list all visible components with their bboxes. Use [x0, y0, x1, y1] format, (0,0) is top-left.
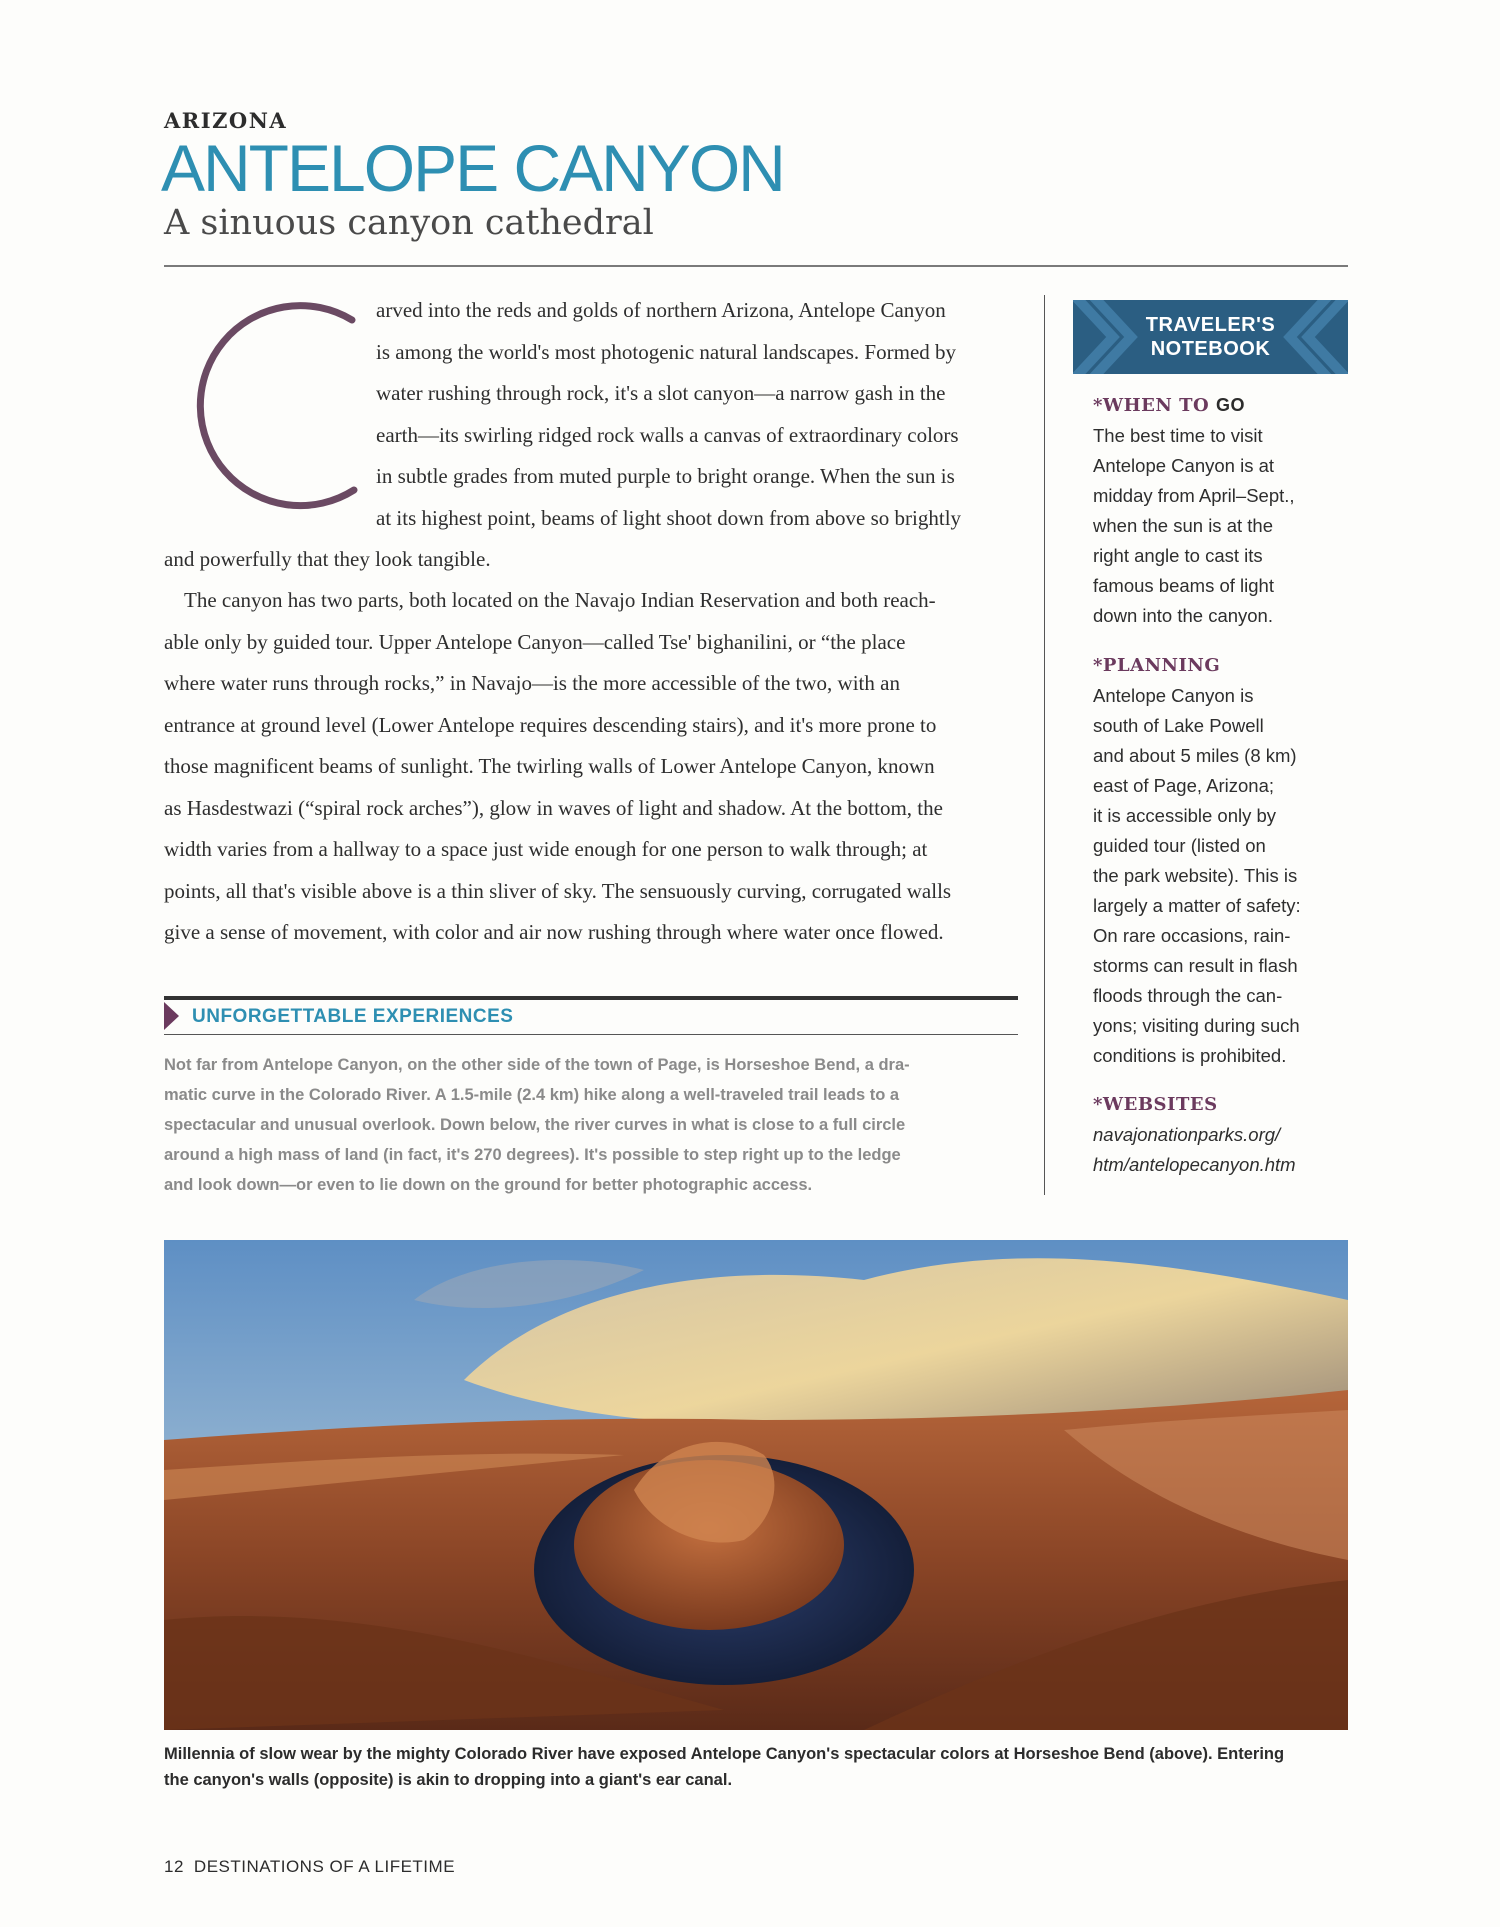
- when-line: down into the canyon.: [1093, 605, 1273, 626]
- planning-line: it is accessible only by: [1093, 805, 1277, 826]
- banner-line: NOTEBOOK: [1150, 338, 1271, 360]
- travelers-notebook-banner: [1073, 300, 1348, 374]
- when-heading: [1093, 390, 1353, 421]
- planning-line: storms can result in flash: [1093, 955, 1298, 976]
- planning-heading: *PLANNING: [1093, 655, 1221, 676]
- banner-title: [1073, 313, 1348, 361]
- sidebar-divider: [1044, 295, 1045, 1195]
- lead-line: arved into the reds and golds of northern Arizona, Antelope Canyon: [376, 298, 946, 322]
- paragraph-line: where water runs through rocks,” in Navajo—is the more accessible of the two, with an: [164, 671, 900, 695]
- paragraph-line: points, all that's visible above is a thin sliver of sky. The sensuously curving, corrugated walls: [164, 878, 952, 903]
- sidebar-websites-section: [1093, 1090, 1353, 1180]
- websites-body: [1093, 1120, 1353, 1180]
- paragraph-line: able only by guided tour. Upper Antelope Canyon—called Tse' bighanilini, or “the place: [164, 629, 906, 654]
- experiences-bottom-rule: [164, 1034, 1018, 1035]
- planning-body: [1093, 681, 1353, 1071]
- header-divider: [164, 265, 1348, 267]
- when-heading-go: GO: [1215, 395, 1245, 415]
- planning-line: east of Page, Arizona;: [1093, 775, 1275, 796]
- experiences-top-rule: [164, 996, 1018, 1000]
- publication-name: DESTINATIONS OF A LIFETIME: [193, 1857, 456, 1876]
- when-line: The best time to visit: [1093, 425, 1263, 446]
- lead-paragraph-end: and powerfully that they look tangible.: [164, 547, 491, 571]
- paragraph-line: as Hasdestwazi (“spiral rock arches”), glow in waves of light and shadow. At the bottom, the: [164, 795, 943, 820]
- websites-heading: *WEBSITES: [1093, 1094, 1218, 1115]
- landscape-image-icon: [164, 1240, 1348, 1730]
- lead-line: in subtle grades from muted purple to bright orange. When the sun is: [376, 464, 955, 488]
- planning-line: the park website). This is: [1093, 865, 1298, 886]
- paragraph-line: width varies from a hallway to a space just wide enough for one person to walk through; at: [164, 837, 928, 861]
- when-line: midday from April–Sept.,: [1093, 485, 1295, 506]
- planning-line: On rare occasions, rain-: [1093, 925, 1291, 946]
- experiences-heading: UNFORGETTABLE EXPERIENCES: [192, 1006, 514, 1027]
- lead-paragraph: [376, 290, 1018, 539]
- planning-line: guided tour (listed on: [1093, 835, 1266, 856]
- when-line: when the sun is at the: [1093, 515, 1273, 536]
- website-link[interactable]: htm/antelopecanyon.htm: [1093, 1154, 1296, 1175]
- photo-caption: [164, 1741, 1354, 1793]
- experiences-line: matic curve in the Colorado River. A 1.5-mile (2.4 km) hike along a well-traveled trail leads to a: [164, 1086, 900, 1104]
- paragraph-line: entrance at ground level (Lower Antelope requires descending stairs), and it's more prone to: [164, 712, 937, 737]
- paragraph-line: The canyon has two parts, both located on the Navajo Indian Reservation and both reach-: [184, 588, 936, 612]
- planning-line: and about 5 miles (8 km): [1093, 745, 1297, 766]
- paragraph-line: give a sense of movement, with color and air now rushing through where water once flowed.: [164, 920, 944, 944]
- when-body: [1093, 421, 1353, 631]
- planning-line: yons; visiting during such: [1093, 1015, 1300, 1036]
- page-subtitle: A sinuous canyon cathedral: [164, 203, 654, 243]
- planning-line: floods through the can-: [1093, 985, 1283, 1006]
- planning-line: south of Lake Powell: [1093, 715, 1264, 736]
- second-paragraph: [164, 580, 1018, 954]
- sidebar-when-section: [1093, 390, 1353, 631]
- page-title: ANTELOPE CANYON: [161, 131, 784, 205]
- when-line: Antelope Canyon is at: [1093, 455, 1275, 476]
- when-heading-label: *WHEN TO: [1093, 395, 1210, 416]
- sidebar-planning-section: [1093, 651, 1353, 1071]
- caption-line: Millennia of slow wear by the mighty Colorado River have exposed Antelope Canyon's spectacular colors at Horseshoe Bend (above). Entering: [164, 1745, 1285, 1763]
- paragraph-line: those magnificent beams of sunlight. The twirling walls of Lower Antelope Canyon, known: [164, 754, 935, 778]
- region-label: ARIZONA: [164, 108, 288, 133]
- lead-line: is among the world's most photogenic natural landscapes. Formed by: [376, 339, 957, 364]
- horseshoe-bend-photo: [164, 1240, 1348, 1730]
- when-line: famous beams of light: [1093, 575, 1274, 596]
- experiences-body: [164, 1050, 1024, 1200]
- page-footer: [164, 1857, 455, 1877]
- planning-line: Antelope Canyon is: [1093, 685, 1254, 706]
- banner-line: TRAVELER'S: [1145, 314, 1276, 336]
- triangle-arrow-icon: [164, 1002, 179, 1030]
- page-number: 12: [164, 1857, 184, 1876]
- experiences-line: spectacular and unusual overlook. Down below, the river curves in what is close to a full circle: [164, 1116, 906, 1134]
- drop-cap: [164, 290, 364, 530]
- lead-line: earth—its swirling ridged rock walls a canvas of extraordinary colors: [376, 422, 959, 447]
- planning-line: largely a matter of safety:: [1093, 895, 1301, 916]
- experiences-line: Not far from Antelope Canyon, on the other side of the town of Page, is Horseshoe Bend, a dra-: [164, 1056, 910, 1074]
- experiences-line: and look down—or even to lie down on the ground for better photographic access.: [164, 1176, 813, 1194]
- website-link[interactable]: navajonationparks.org/: [1093, 1124, 1281, 1145]
- experiences-line: around a high mass of land (in fact, it's 270 degrees). It's possible to step right up to the ledge: [164, 1146, 901, 1164]
- lead-line: at its highest point, beams of light shoot down from above so brightly: [376, 505, 962, 530]
- lead-line: water rushing through rock, it's a slot canyon—a narrow gash in the: [376, 381, 946, 405]
- planning-line: conditions is prohibited.: [1093, 1045, 1287, 1066]
- when-line: right angle to cast its: [1093, 545, 1263, 566]
- caption-line: the canyon's walls (opposite) is akin to dropping into a giant's ear canal.: [164, 1771, 733, 1789]
